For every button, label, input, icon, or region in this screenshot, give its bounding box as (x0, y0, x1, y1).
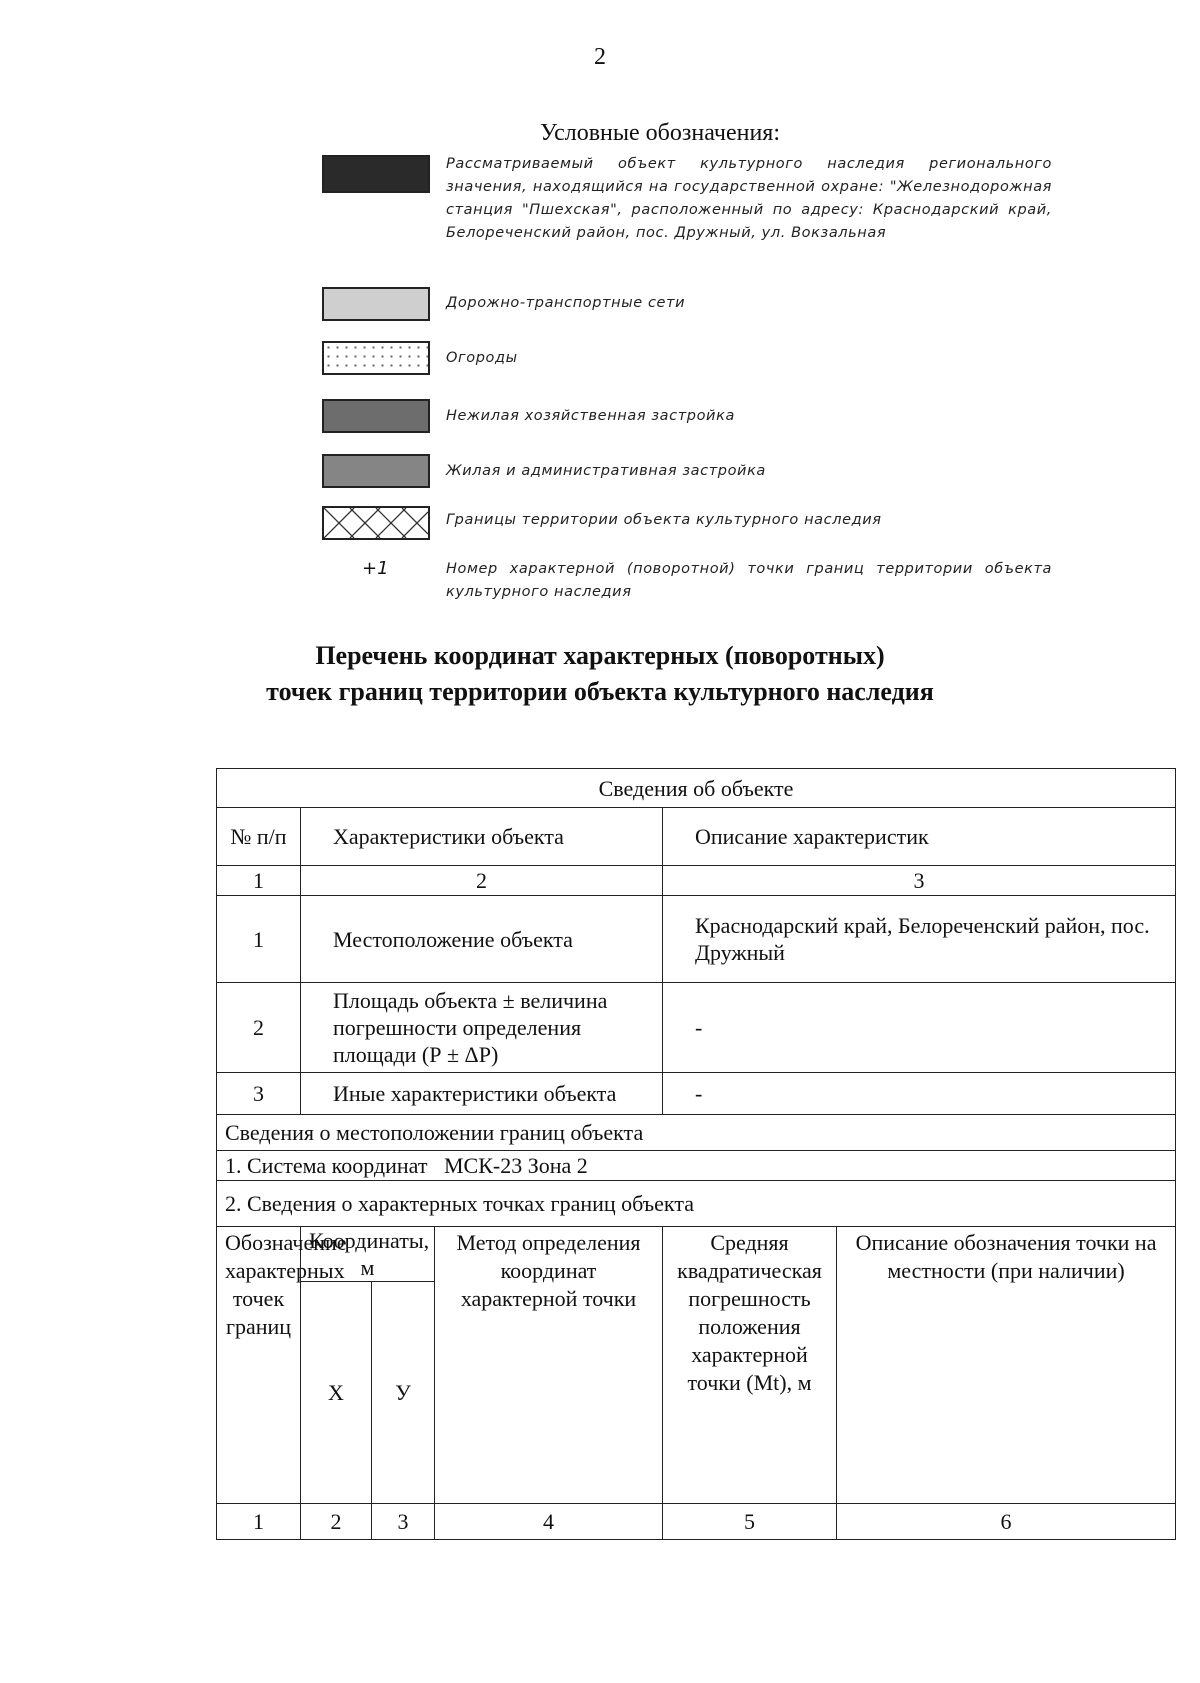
list-title (0, 638, 1200, 710)
legend-text: Огороды (446, 350, 518, 366)
table-row (217, 1227, 1176, 1282)
row-desc: Краснодарский край, Белореченский район, пос. Дружный (663, 896, 1176, 983)
legend-title: Условные обозначения: (539, 120, 781, 146)
col-designation-header: Обозначение характерных точек границ (217, 1227, 301, 1504)
row-number: 2 (217, 983, 301, 1073)
legend-item-boundaries (322, 506, 1052, 540)
legend-item-gardens (322, 341, 1052, 377)
gray-swatch-icon (322, 454, 430, 488)
legend-item-residential (322, 454, 1052, 490)
points-index-cell: 6 (837, 1504, 1176, 1540)
col-x-header: X (301, 1282, 372, 1504)
col-mt-header: Средняя квадратическая погрешность положения характерной точки (Mt), м (663, 1227, 837, 1504)
points-header: 2. Сведения о характерных точках границ объекта (217, 1181, 1176, 1227)
list-title-line-2: точек границ территории объекта культурного наследия (266, 677, 934, 706)
table-row (217, 1073, 1176, 1115)
points-index-cell: 1 (217, 1504, 301, 1540)
points-index-cell: 3 (372, 1504, 435, 1540)
table-row (217, 808, 1176, 866)
table-row (217, 896, 1176, 983)
dotted-swatch-icon (322, 341, 430, 375)
row-number: 1 (217, 896, 301, 983)
boundary-header: Сведения о местоположении границ объекта (217, 1115, 1176, 1151)
legend-text: Дорожно-транспортные сети (446, 295, 686, 311)
legend-text: Номер характерной (поворотной) точки границ территории объекта культурного наследия (446, 561, 1052, 600)
col-description-header: Описание обозначения точки на местности (при наличии) (837, 1227, 1176, 1504)
row-name: Местоположение объекта (301, 896, 663, 983)
legend-item-point-marker (322, 558, 1052, 606)
col-char-header: Характеристики объекта (301, 808, 663, 866)
table-row (217, 983, 1176, 1073)
object-header: Сведения об объекте (217, 769, 1176, 808)
table-row (217, 769, 1176, 808)
coordinate-system: 1. Система координат МСК-23 Зона 2 (217, 1151, 1176, 1181)
index-cell: 2 (301, 866, 663, 896)
legend-item-roads (322, 287, 1052, 323)
crosshatch-swatch-icon (322, 506, 430, 540)
index-cell: 1 (217, 866, 301, 896)
legend-item-nonresidential (322, 399, 1052, 435)
legend-text: Жилая и административная застройка (446, 463, 766, 479)
row-name: Иные характеристики объекта (301, 1073, 663, 1115)
col-coords-header: Координаты, м (301, 1227, 435, 1282)
light-gray-swatch-icon (322, 287, 430, 321)
page-number: 2 (594, 44, 606, 70)
crosshatch-pattern-icon (324, 508, 428, 538)
col-desc-header: Описание характеристик (663, 808, 1176, 866)
legend-text: Рассматриваемый объект культурного наследия регионального значения, находящийся на государственной охране: "Железнодорожная станция "Пшехская", расположенный по адресу: Краснодарский край, Белореченский район, пос. Дружный, ул. Вокзальная (446, 156, 1052, 241)
index-cell: 3 (663, 866, 1176, 896)
list-title-line-1: Перечень координат характерных (поворотных) (315, 641, 885, 670)
object-info-table (216, 768, 1176, 1540)
table-row (217, 1115, 1176, 1151)
points-index-cell: 5 (663, 1504, 837, 1540)
legend-text: Нежилая хозяйственная застройка (446, 408, 735, 424)
table-row (217, 1151, 1176, 1181)
row-desc: - (663, 1073, 1176, 1115)
points-index-cell: 2 (301, 1504, 372, 1540)
point-marker-icon: +1 (362, 558, 389, 579)
legend-text: Границы территории объекта культурного наследия (446, 512, 882, 528)
row-name: Площадь объекта ± величина погрешности определения площади (Р ± ΔР) (301, 983, 663, 1073)
legend-item-heritage-object (322, 153, 1052, 273)
col-y-header: У (372, 1282, 435, 1504)
col-num-header: № п/п (217, 808, 301, 866)
dark-gray-swatch-icon (322, 399, 430, 433)
table-row (217, 1504, 1176, 1540)
table-row (217, 866, 1176, 896)
row-desc: - (663, 983, 1176, 1073)
dark-swatch-icon (322, 155, 430, 193)
col-method-header: Метод определения координат характерной точки (435, 1227, 663, 1504)
table-row (217, 1181, 1176, 1227)
row-number: 3 (217, 1073, 301, 1115)
points-index-cell: 4 (435, 1504, 663, 1540)
